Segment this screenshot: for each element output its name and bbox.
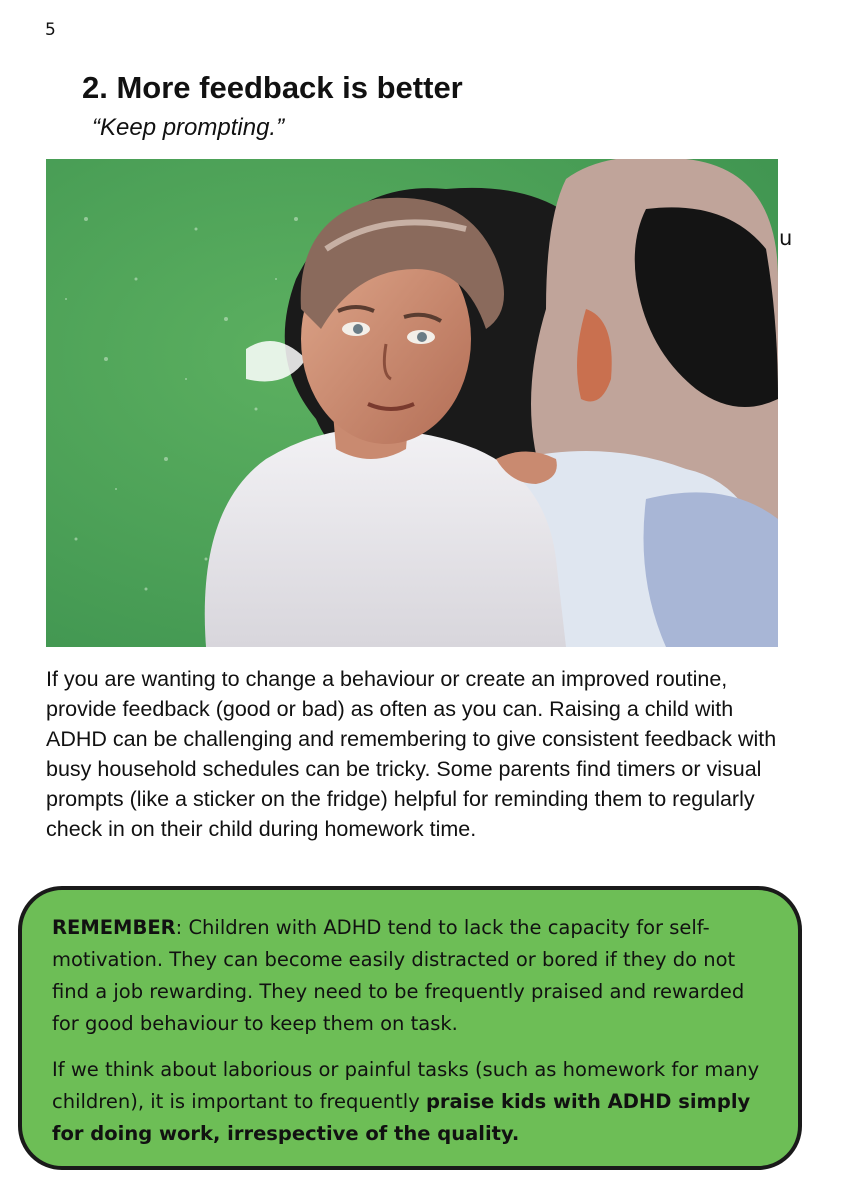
callout-text-2-bold: praise kids with ADHD simply for doing work, irrespective of the quality. bbox=[52, 1090, 751, 1145]
illustration-image bbox=[46, 159, 778, 647]
page-subtitle: “Keep prompting.” bbox=[92, 114, 285, 141]
page-title: 2. More feedback is better bbox=[82, 70, 463, 105]
callout-paragraph-2 bbox=[52, 1054, 768, 1150]
callout-text-2: If we think about laborious or painful tasks (such as homework for many children), it is important to frequently bbox=[52, 1058, 760, 1113]
callout-remember-label: REMEMBER bbox=[52, 916, 176, 939]
stray-text-fragment: u bbox=[779, 226, 793, 250]
child-with-adult-illustration bbox=[46, 159, 778, 647]
page-number: 5 bbox=[45, 20, 56, 40]
callout-text-1: : Children with ADHD tend to lack the capacity for self-motivation. They can become easily distracted or bored if they do not find a job rewarding. They need to be frequently praised and rewarded for good behaviour to keep them on task. bbox=[52, 916, 745, 1035]
callout-paragraph-1 bbox=[52, 912, 768, 1040]
body-paragraph: If you are wanting to change a behaviour or create an improved routine, provide feedback (good or bad) as often as you can. Raising a child with ADHD can be challenging and remembering to give consistent feedback with busy household schedules can be tricky. Some parents find timers or visual prompts (like a sticker on the fridge) helpful for reminding them to regularly check in on their child during homework time. bbox=[46, 667, 777, 841]
remember-callout-box bbox=[18, 886, 802, 1170]
